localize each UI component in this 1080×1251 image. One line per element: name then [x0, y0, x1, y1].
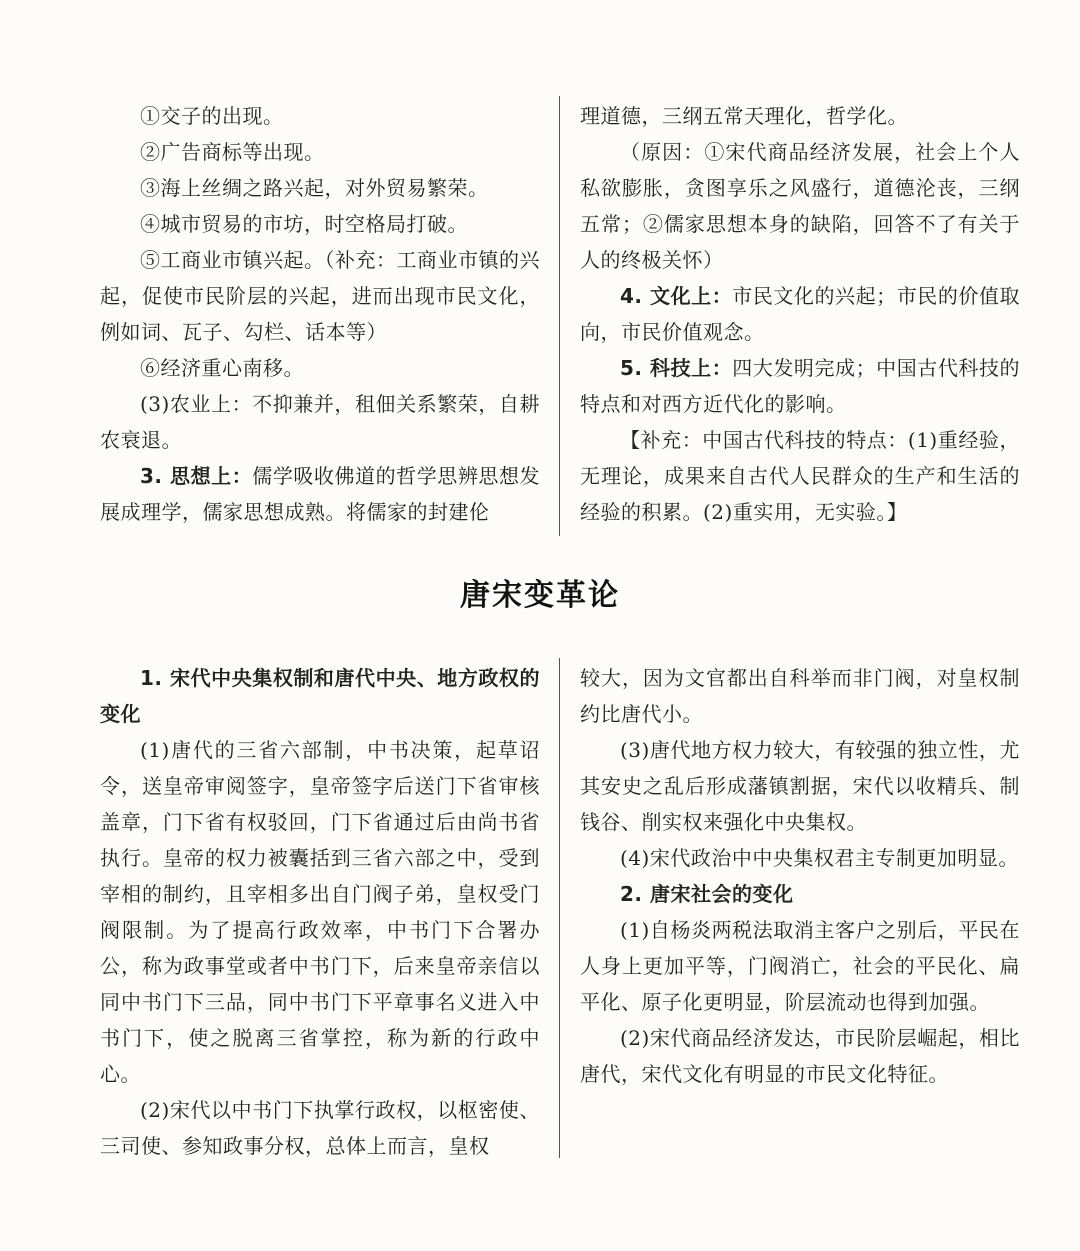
paragraph-text: (2)宋代以中书门下执掌行政权，以枢密使、三司使、参知政事分权，总体上而言，皇权 [100, 1098, 540, 1158]
paragraph-text: 较大，因为文官都出自科举而非门阀，对皇权制约比唐代小。 [580, 666, 1020, 726]
paragraph [580, 1020, 1020, 1092]
paragraph-text: (1)自杨炎两税法取消主客户之别后，平民在人身上更加平等，门阀消亡，社会的平民化、扁平化、原子化更明显，阶层流动也得到加强。 [580, 918, 1020, 1014]
paragraph-text: 儒学吸收佛道的哲学思辨思想发展成理学，儒家思想成熟。将儒家的封建伦 [100, 464, 540, 524]
paragraph-text: (3)农业上：不抑兼并，租佃关系繁荣，自耕农衰退。 [100, 392, 540, 452]
paragraph-text: 市民文化的兴起；市民的价值取向，市民价值观念。 [580, 284, 1020, 344]
paragraph [100, 242, 540, 350]
bottom-right-column [580, 660, 1020, 1092]
subsection-heading: 1. 宋代中央集权制和唐代中央、地方政权的变化 [100, 666, 540, 726]
paragraph [580, 98, 1020, 134]
top-right-column [580, 98, 1020, 530]
top-left-column [100, 98, 540, 530]
paragraph [100, 732, 540, 1092]
paragraph-text: (1)唐代的三省六部制，中书决策，起草诏令，送皇帝审阅签字，皇帝签字后送门下省审核盖章，门下省有权驳回，门下省通过后由尚书省执行。皇帝的权力被囊括到三省六部之中，受到宰相的制约，且宰相多出自门阀子弟，皇权受门阀限制。为了提高行政效率，中书门下合署办公，称为政事堂或者中书门下，后来皇帝亲信以同中书门下三品，同中书门下平章事名义进入中书门下，使之脱离三省掌控，称为新的行政中心。 [100, 738, 540, 1086]
paragraph-text: ①交子的出现。 [140, 104, 284, 128]
paragraph [580, 876, 1020, 912]
paragraph [100, 206, 540, 242]
subsection-heading: 2. 唐宋社会的变化 [620, 882, 794, 906]
paragraph-text: 【补充：中国古代科技的特点：(1)重经验，无理论，成果来自古代人民群众的生产和生活的经验的积累。(2)重实用，无实验。】 [580, 428, 1020, 524]
paragraph-text: (4)宋代政治中中央集权君主专制更加明显。 [620, 846, 1019, 870]
paragraph [580, 278, 1020, 350]
paragraph [580, 660, 1020, 732]
paragraph-text: (3)唐代地方权力较大，有较强的独立性，尤其安史之乱后形成藩镇割据，宋代以收精兵、制钱谷、削实权来强化中央集权。 [580, 738, 1020, 834]
paragraph-text: 四大发明完成；中国古代科技的特点和对西方近代化的影响。 [580, 356, 1020, 416]
paragraph [580, 422, 1020, 530]
paragraph [580, 912, 1020, 1020]
paragraph [100, 350, 540, 386]
paragraph-lead: 5. 科技上： [620, 356, 733, 380]
paragraph-text: ⑥经济重心南移。 [140, 356, 304, 380]
bottom-column-divider [559, 658, 560, 1158]
paragraph-text: (2)宋代商品经济发达，市民阶层崛起，相比唐代，宋代文化有明显的市民文化特征。 [580, 1026, 1020, 1086]
top-column-divider [559, 96, 560, 536]
paragraph [580, 134, 1020, 278]
paragraph [100, 98, 540, 134]
paragraph-lead: 3. 思想上： [140, 464, 253, 488]
bottom-left-column [100, 660, 540, 1164]
paragraph [580, 350, 1020, 422]
section-title: 唐宋变革论 [460, 578, 620, 613]
paragraph-text: （原因：①宋代商品经济发展，社会上个人私欲膨胀，贪图享乐之风盛行，道德沦丧，三纲五常；②儒家思想本身的缺陷，回答不了有关于人的终极关怀） [580, 140, 1020, 272]
paragraph [580, 732, 1020, 840]
paragraph [100, 170, 540, 206]
paragraph [100, 386, 540, 458]
paragraph-text: 理道德，三纲五常天理化，哲学化。 [580, 104, 908, 128]
paragraph [100, 458, 540, 530]
paragraph-text: ③海上丝绸之路兴起，对外贸易繁荣。 [140, 176, 489, 200]
paragraph-text: ②广告商标等出现。 [140, 140, 325, 164]
paragraph [100, 1092, 540, 1164]
paragraph-text: ④城市贸易的市坊，时空格局打破。 [140, 212, 468, 236]
paragraph-lead: 4. 文化上： [620, 284, 733, 308]
paragraph [100, 660, 540, 732]
paragraph [100, 134, 540, 170]
paragraph-text: ⑤工商业市镇兴起。（补充：工商业市镇的兴起，促使市民阶层的兴起，进而出现市民文化，例如词、瓦子、勾栏、话本等） [100, 248, 540, 344]
paragraph [580, 840, 1020, 876]
